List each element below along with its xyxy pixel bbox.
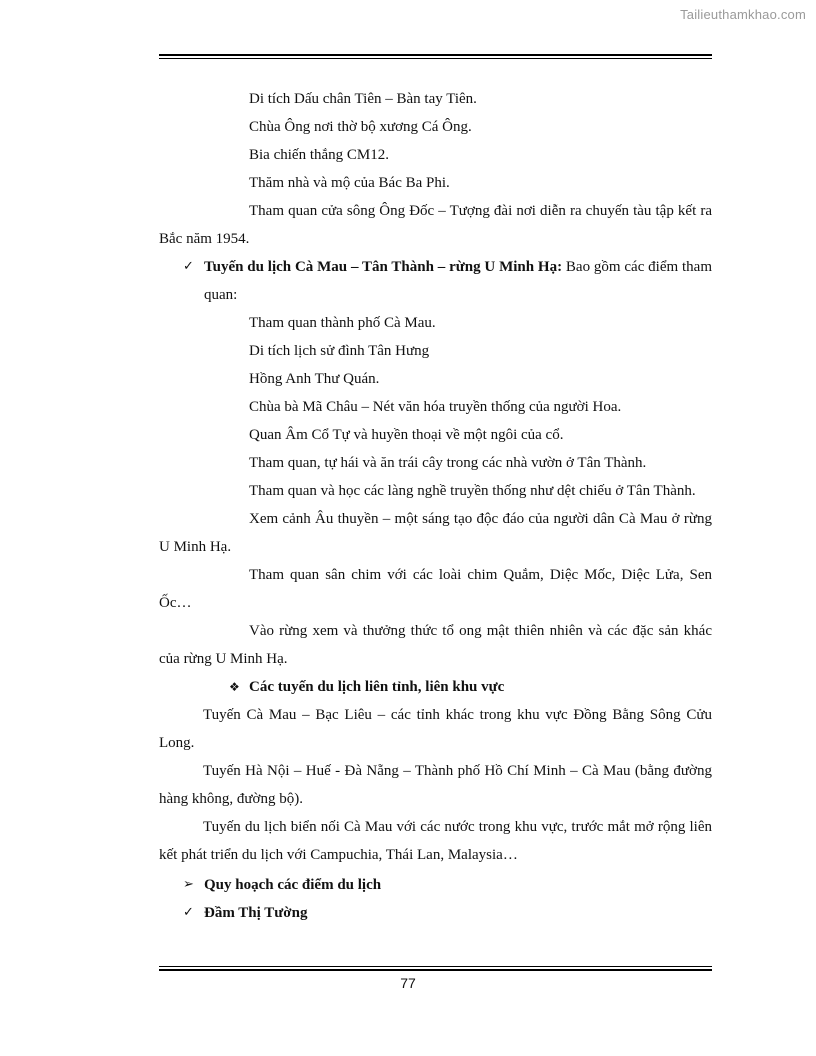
diamond-bullet-icon: ❖ <box>229 680 240 694</box>
paragraph: Xem cảnh Âu thuyền – một sáng tạo độc đáo của người dân Cà Mau ở rừng U Minh Hạ. <box>159 511 712 555</box>
checkmark-icon: ✓ <box>183 905 194 920</box>
page-number: 77 <box>400 975 416 991</box>
paragraph: Vào rừng xem và thưởng thức tổ ong mật thiên nhiên và các đặc sản khác của rừng U Minh Hạ. <box>159 623 712 667</box>
heading-damthituong <box>159 899 712 927</box>
checkmark-icon: ✓ <box>183 259 194 274</box>
page-content <box>159 85 712 927</box>
route-desc: Bao gồm các điểm tham quan: <box>204 259 712 303</box>
section-title: Các tuyến du lịch liên tỉnh, liên khu vực <box>249 679 505 695</box>
route-title: Tuyến du lịch Cà Mau – Tân Thành – rừng U Minh Hạ: <box>204 259 563 275</box>
list-item: Tham quan, tự hái và ăn trái cây trong các nhà vườn ở Tân Thành. <box>249 455 647 471</box>
route-tanthanh <box>159 253 712 309</box>
list-item: Quan Âm Cổ Tự và huyền thoại về một ngôi của cổ. <box>249 427 564 443</box>
list-item: Di tích Dấu chân Tiên – Bàn tay Tiên. <box>249 91 477 107</box>
watermark: Tailieuthamkhao.com <box>680 7 806 22</box>
paragraph: Tham quan cửa sông Ông Đốc – Tượng đài nơi diễn ra chuyến tàu tập kết ra Bắc năm 1954. <box>159 203 712 247</box>
paragraph: Tuyến du lịch biển nối Cà Mau với các nước trong khu vực, trước mắt mở rộng liên kết phát triển du lịch với Campuchia, Thái Lan, Malaysia… <box>159 819 712 863</box>
heading-text: Quy hoạch các điểm du lịch <box>204 877 382 893</box>
paragraph: Tuyến Cà Mau – Bạc Liêu – các tỉnh khác trong khu vực Đồng Bằng Sông Cửu Long. <box>159 707 712 751</box>
header-rule <box>159 54 712 59</box>
list-item: Tham quan thành phố Cà Mau. <box>249 315 436 331</box>
list-item: Chùa Ông nơi thờ bộ xương Cá Ông. <box>249 119 472 135</box>
list-item: Di tích lịch sử đình Tân Hưng <box>249 343 430 359</box>
paragraph: Tham quan sân chim với các loài chim Quắm, Diệc Mốc, Diệc Lửa, Sen Ốc… <box>159 567 712 611</box>
list-item: Chùa bà Mã Châu – Nét văn hóa truyền thống của người Hoa. <box>249 399 622 415</box>
arrow-bullet-icon: ➢ <box>183 877 194 892</box>
section-heading-interprovincial <box>159 673 712 701</box>
paragraph: Tuyến Hà Nội – Huế - Đà Nẵng – Thành phố Hồ Chí Minh – Cà Mau (bằng đường hàng không, đường bộ). <box>159 763 712 807</box>
heading-planning <box>159 871 712 899</box>
paragraph: Tham quan và học các làng nghề truyền thống như dệt chiếu ở Tân Thành. <box>249 483 696 499</box>
footer-rule <box>159 966 712 971</box>
list-item: Thăm nhà và mộ của Bác Ba Phi. <box>249 175 450 191</box>
list-item: Bia chiến thắng CM12. <box>249 147 389 163</box>
heading-text: Đầm Thị Tường <box>204 905 308 921</box>
list-item: Hồng Anh Thư Quán. <box>249 371 380 387</box>
